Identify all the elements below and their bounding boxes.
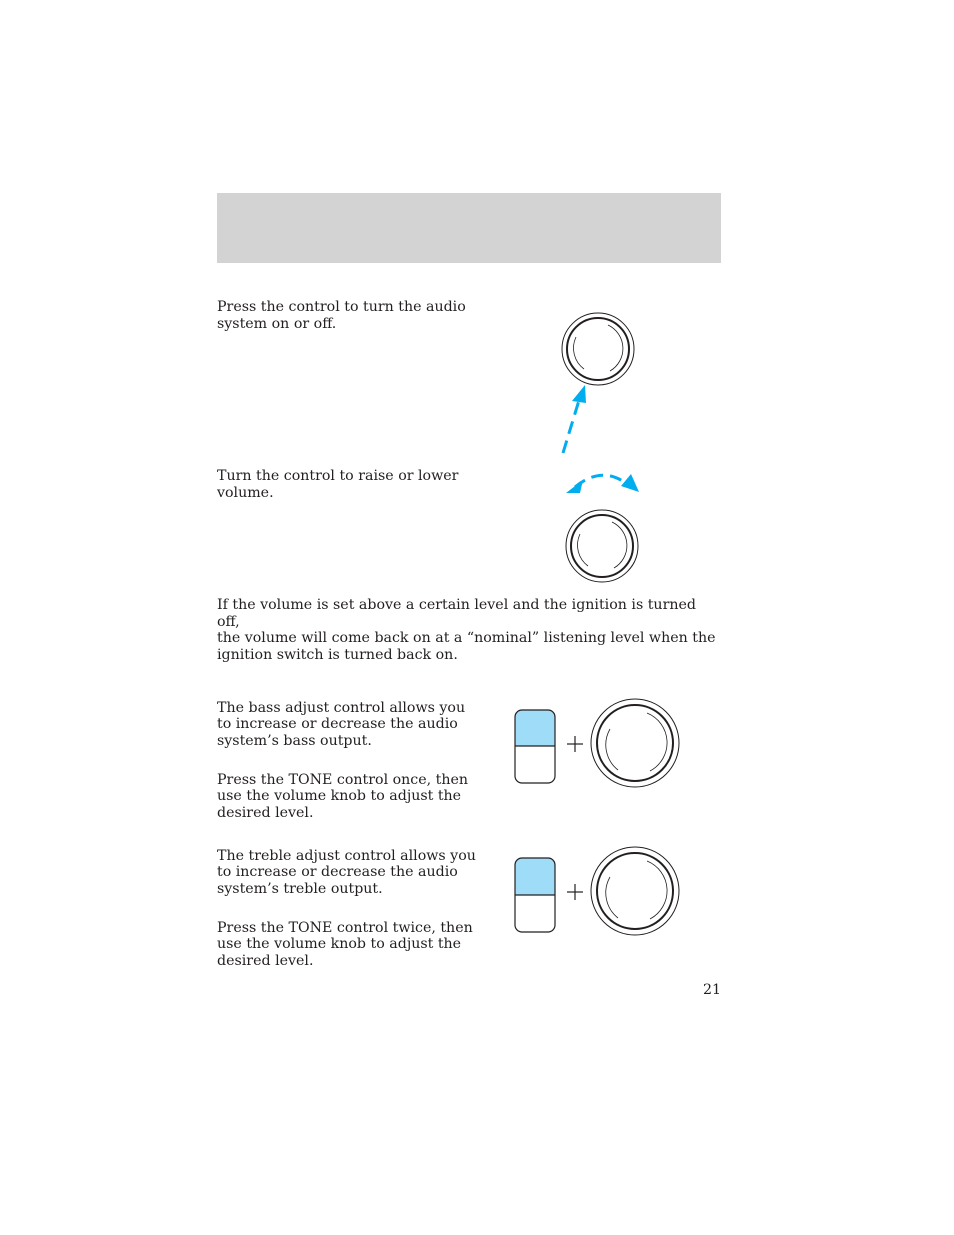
knob-icon bbox=[591, 699, 679, 787]
bass-section bbox=[217, 683, 487, 844]
plus-icon bbox=[567, 736, 583, 752]
dashed-arrow-icon bbox=[563, 385, 586, 453]
volume-rotate-figure bbox=[555, 468, 655, 588]
tone-button-icon bbox=[515, 858, 555, 932]
bass-description: The bass adjust control allows you to increase or decrease the audio system’s bass output. bbox=[217, 699, 466, 749]
knob-icon bbox=[591, 847, 679, 935]
power-press-figure bbox=[540, 305, 660, 465]
tone-button-icon bbox=[515, 710, 555, 783]
treble-section bbox=[217, 831, 487, 992]
knob-icon bbox=[566, 510, 638, 582]
nominal-volume-note: If the volume is set above a certain level and the ignition is turned off, the volume will come back on at a “nominal” listening level when the ignition switch is turned back on. bbox=[217, 597, 716, 663]
section-header-band bbox=[217, 193, 721, 263]
rotate-arrow-icon bbox=[566, 474, 639, 493]
knob-icon bbox=[562, 313, 634, 385]
volume-instruction: Turn the control to raise or lower volume. bbox=[217, 468, 459, 501]
treble-instruction: Press the TONE control twice, then use the volume knob to adjust the desired level. bbox=[217, 919, 473, 969]
treble-description: The treble adjust control allows you to increase or decrease the audio system’s treble output. bbox=[217, 847, 476, 897]
bass-instruction: Press the TONE control once, then use the volume knob to adjust the desired level. bbox=[217, 771, 469, 821]
power-instruction: Press the control to turn the audio system on or off. bbox=[217, 299, 466, 332]
page-number: 21 bbox=[702, 982, 721, 998]
bass-adjust-figure bbox=[510, 695, 690, 795]
treble-adjust-figure bbox=[510, 844, 690, 944]
plus-icon bbox=[567, 884, 583, 900]
